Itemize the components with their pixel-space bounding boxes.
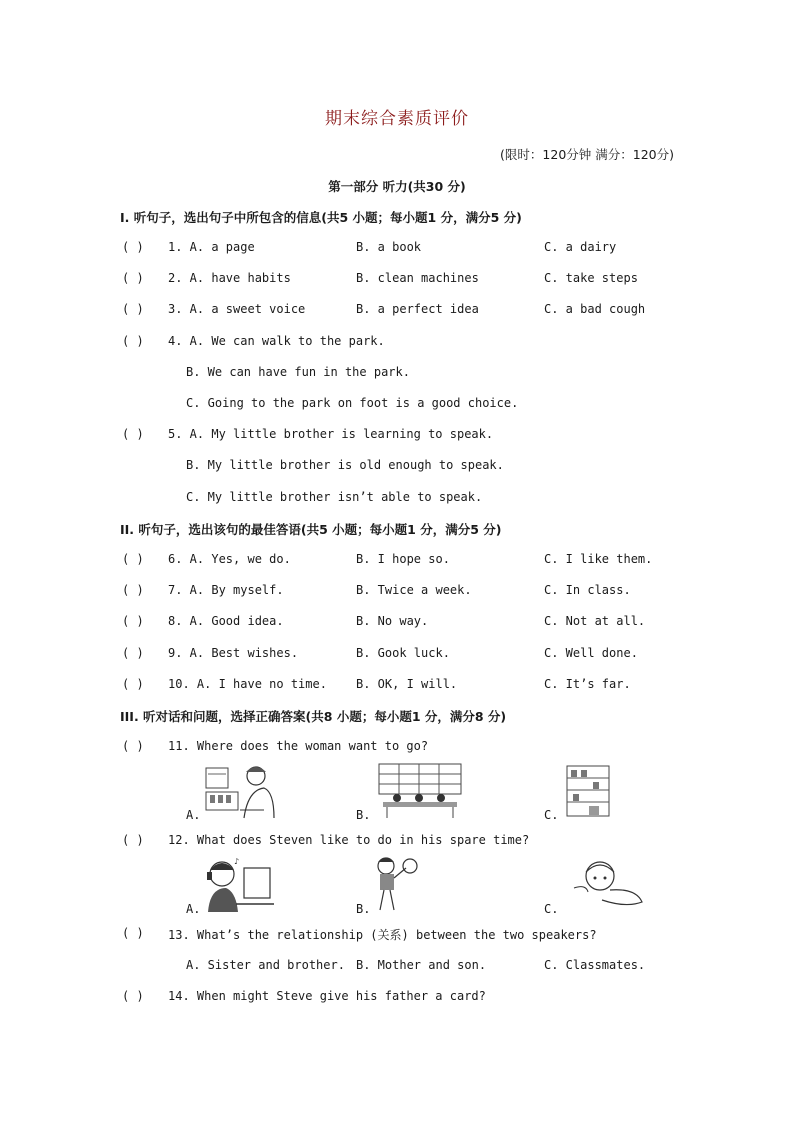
section-2-heading: II. 听句子，选出该句的最佳答语(共5 小题；每小题1 分，满分5 分) xyxy=(120,522,502,537)
q12-option-a: A. xyxy=(186,902,201,916)
q10-option-b: B. OK, I will. xyxy=(356,677,458,691)
q11-question: 11. Where does the woman want to go? xyxy=(168,739,429,753)
q1-option-a: 1. A. a page xyxy=(168,240,255,254)
q3-option-b: B. a perfect idea xyxy=(356,302,479,316)
q10-option-c: C. It’s far. xyxy=(544,677,631,691)
svg-text:♪: ♪ xyxy=(234,857,240,866)
q1-option-c: C. a dairy xyxy=(544,240,617,254)
answer-blank[interactable]: ( ) xyxy=(122,240,144,254)
q12-question: 12. What does Steven like to do in his spare time? xyxy=(168,833,530,847)
q12-option-b: B. xyxy=(356,902,371,916)
q6-option-c: C. I like them. xyxy=(544,552,653,566)
q10-option-a: 10. A. I have no time. xyxy=(168,677,327,691)
answer-blank[interactable]: ( ) xyxy=(122,833,144,847)
q6-option-a: 6. A. Yes, we do. xyxy=(168,552,291,566)
time-limit: (限时：120分钟 满分：120分) xyxy=(500,147,674,162)
girl-lying-down-icon xyxy=(566,854,646,914)
q4-option-a: 4. A. We can walk to the park. xyxy=(168,334,385,348)
answer-blank[interactable]: ( ) xyxy=(122,302,144,316)
q9-option-a: 9. A. Best wishes. xyxy=(168,646,299,660)
q8-option-b: B. No way. xyxy=(356,614,429,628)
q8-option-a: 8. A. Good idea. xyxy=(168,614,284,628)
woman-at-computer-icon xyxy=(204,762,276,820)
q13-question: 13. What’s the relationship (关系) between the two speakers? xyxy=(168,928,597,942)
answer-blank[interactable]: ( ) xyxy=(122,739,144,753)
answer-blank[interactable]: ( ) xyxy=(122,677,144,691)
q5-option-c: C. My little brother isn’t able to speak. xyxy=(186,490,483,504)
q13-option-c: C. Classmates. xyxy=(544,958,646,972)
answer-blank[interactable]: ( ) xyxy=(122,427,144,441)
q7-option-b: B. Twice a week. xyxy=(356,583,472,597)
q13-option-b: B. Mother and son. xyxy=(356,958,487,972)
q7-option-c: C. In class. xyxy=(544,583,631,597)
q5-option-b: B. My little brother is old enough to speak. xyxy=(186,458,504,472)
q4-option-c: C. Going to the park on foot is a good choice. xyxy=(186,396,519,410)
q2-option-c: C. take steps xyxy=(544,271,638,285)
boy-playing-ball-icon xyxy=(372,854,420,914)
q6-option-b: B. I hope so. xyxy=(356,552,450,566)
q3-option-c: C. a bad cough xyxy=(544,302,646,316)
answer-blank[interactable]: ( ) xyxy=(122,926,144,940)
q9-option-c: C. Well done. xyxy=(544,646,638,660)
q7-option-a: 7. A. By myself. xyxy=(168,583,284,597)
q11-option-a: A. xyxy=(186,808,201,822)
q12-option-c: C. xyxy=(544,902,559,916)
q2-option-a: 2. A. have habits xyxy=(168,271,291,285)
library-icon xyxy=(377,762,463,820)
q5-option-a: 5. A. My little brother is learning to speak. xyxy=(168,427,494,441)
section-1-heading: I. 听句子，选出句子中所包含的信息(共5 小题；每小题1 分，满分5 分) xyxy=(120,210,522,225)
q4-option-b: B. We can have fun in the park. xyxy=(186,365,410,379)
page-title: 期末综合素质评价 xyxy=(325,109,469,129)
answer-blank[interactable]: ( ) xyxy=(122,334,144,348)
q13-option-a: A. Sister and brother. xyxy=(186,958,345,972)
q3-option-a: 3. A. a sweet voice xyxy=(168,302,306,316)
boy-with-headphones-icon xyxy=(200,854,276,914)
answer-blank[interactable]: ( ) xyxy=(122,271,144,285)
q14-question: 14. When might Steve give his father a card? xyxy=(168,989,486,1003)
section-3-heading: III. 听对话和问题，选择正确答案(共8 小题；每小题1 分，满分8 分) xyxy=(120,709,507,724)
q1-option-b: B. a book xyxy=(356,240,422,254)
answer-blank[interactable]: ( ) xyxy=(122,989,144,1003)
q9-option-b: B. Gook luck. xyxy=(356,646,450,660)
q2-option-b: B. clean machines xyxy=(356,271,479,285)
q11-option-b: B. xyxy=(356,808,371,822)
part-heading: 第一部分 听力(共30 分) xyxy=(328,179,466,194)
q11-option-c: C. xyxy=(544,808,559,822)
answer-blank[interactable]: ( ) xyxy=(122,552,144,566)
answer-blank[interactable]: ( ) xyxy=(122,583,144,597)
answer-blank[interactable]: ( ) xyxy=(122,614,144,628)
q8-option-c: C. Not at all. xyxy=(544,614,646,628)
answer-blank[interactable]: ( ) xyxy=(122,646,144,660)
shop-shelves-icon xyxy=(563,762,613,820)
